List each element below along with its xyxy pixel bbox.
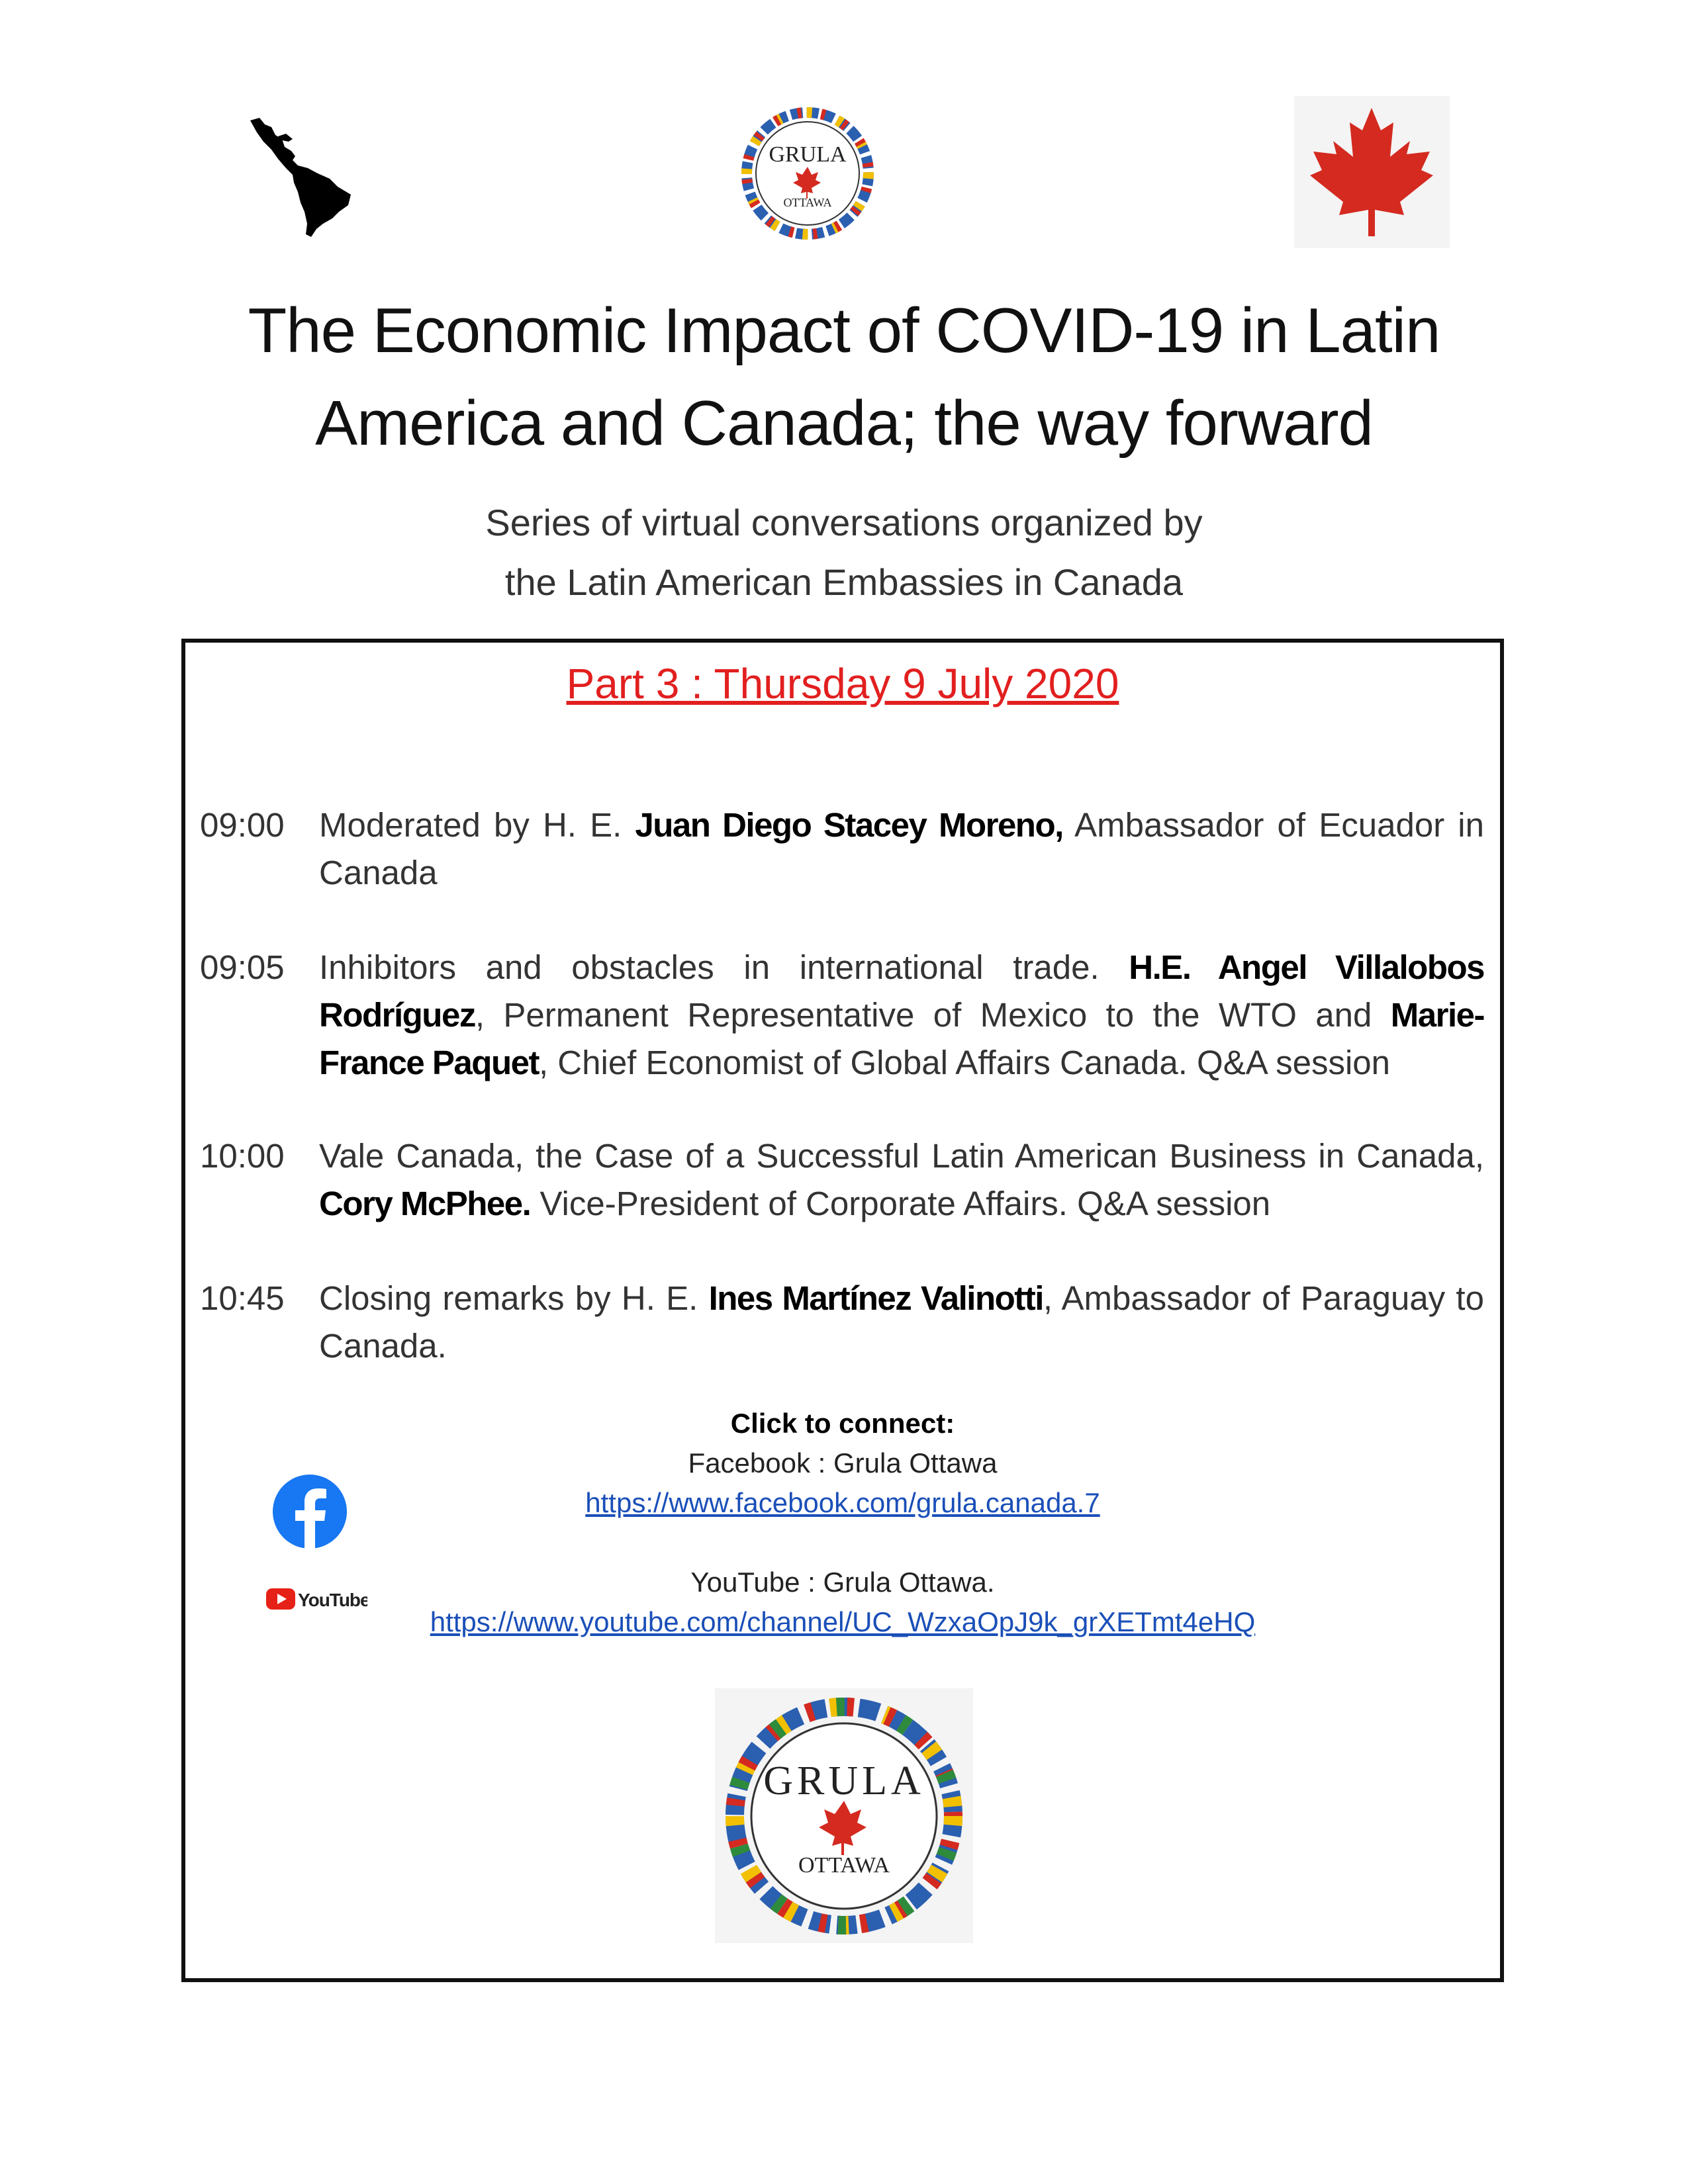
- speaker-name: Ines Martínez Valinotti: [708, 1279, 1043, 1317]
- youtube-link[interactable]: https://www.youtube.com/channel/UC_WzxaOpJ9k_grXETmt4eHQ: [430, 1606, 1256, 1637]
- schedule-text: , Ambassador of Paraguay to Canada.: [319, 1279, 1484, 1365]
- subtitle-line-1: Series of virtual conversations organized by: [485, 502, 1203, 543]
- schedule-text: , Chief Economist of Global Affairs Canada. Q&A session: [538, 1044, 1391, 1081]
- title-line-1: The Economic Impact of COVID-19 in Latin: [248, 295, 1440, 366]
- schedule-description: [319, 1275, 1484, 1370]
- schedule-description: [319, 1132, 1484, 1228]
- youtube-wordmark: YouTube: [298, 1590, 367, 1610]
- page-subtitle: [132, 493, 1556, 612]
- grula-logo-text: GRULA: [769, 142, 847, 167]
- schedule-box: [181, 639, 1504, 1982]
- schedule-time: 09:00: [200, 806, 285, 844]
- schedule-description: [319, 944, 1484, 1087]
- schedule-time: 10:00: [200, 1137, 285, 1175]
- schedule-text: Closing remarks by H. E.: [319, 1279, 709, 1317]
- page-title: [132, 285, 1556, 470]
- speaker-name: H.E. Angel Villalobos Rodríguez: [319, 948, 1484, 1034]
- schedule-item: [200, 1132, 1484, 1228]
- schedule-time: 10:45: [200, 1279, 285, 1317]
- schedule-time: 09:05: [200, 948, 285, 986]
- connect-section: [185, 1404, 1500, 1642]
- speaker-name: Cory McPhee.: [319, 1185, 531, 1222]
- grula-logo: [741, 107, 874, 240]
- speaker-name: Marie-France Paquet: [319, 996, 1484, 1081]
- connect-label: Click to connect:: [730, 1408, 955, 1439]
- facebook-link[interactable]: https://www.facebook.com/grula.canada.7: [585, 1487, 1100, 1518]
- schedule-text: Moderated by H. E.: [319, 806, 635, 844]
- grula-logo-subtext: OTTAWA: [783, 196, 832, 209]
- schedule-text: Vale Canada, the Case of a Successful Latin American Business in Canada,: [319, 1137, 1484, 1175]
- schedule-text: Inhibitors and obstacles in international trade.: [319, 948, 1129, 986]
- schedule-text: , Permanent Representative of Mexico to the WTO and: [475, 996, 1391, 1034]
- schedule-description: [319, 801, 1484, 897]
- subtitle-line-2: the Latin American Embassies in Canada: [504, 561, 1184, 603]
- part-heading: Part 3 : Thursday 9 July 2020: [566, 660, 1119, 707]
- maple-leaf-logo: [1294, 96, 1450, 248]
- facebook-icon[interactable]: [271, 1473, 348, 1550]
- schedule-text: Ambassador of Ecuador in Canada: [319, 806, 1484, 891]
- schedule-item: [200, 944, 1484, 1087]
- grula-logo-text: GRULA: [763, 1758, 925, 1803]
- grula-logo-large: [715, 1688, 973, 1943]
- schedule-item: [200, 801, 1484, 897]
- latin-america-map-icon: [245, 113, 357, 238]
- grula-logo-subtext: OTTAWA: [798, 1853, 890, 1878]
- youtube-icon[interactable]: [265, 1582, 367, 1615]
- facebook-label: Facebook : Grula Ottawa: [688, 1447, 998, 1479]
- schedule-item: [200, 1275, 1484, 1370]
- schedule-text: Vice-President of Corporate Affairs. Q&A session: [530, 1185, 1271, 1222]
- youtube-label: YouTube : Grula Ottawa.: [690, 1567, 995, 1598]
- title-line-2: America and Canada; the way forward: [315, 388, 1373, 459]
- speaker-name: Juan Diego Stacey Moreno,: [635, 806, 1063, 844]
- maple-leaf-icon: [1310, 108, 1433, 236]
